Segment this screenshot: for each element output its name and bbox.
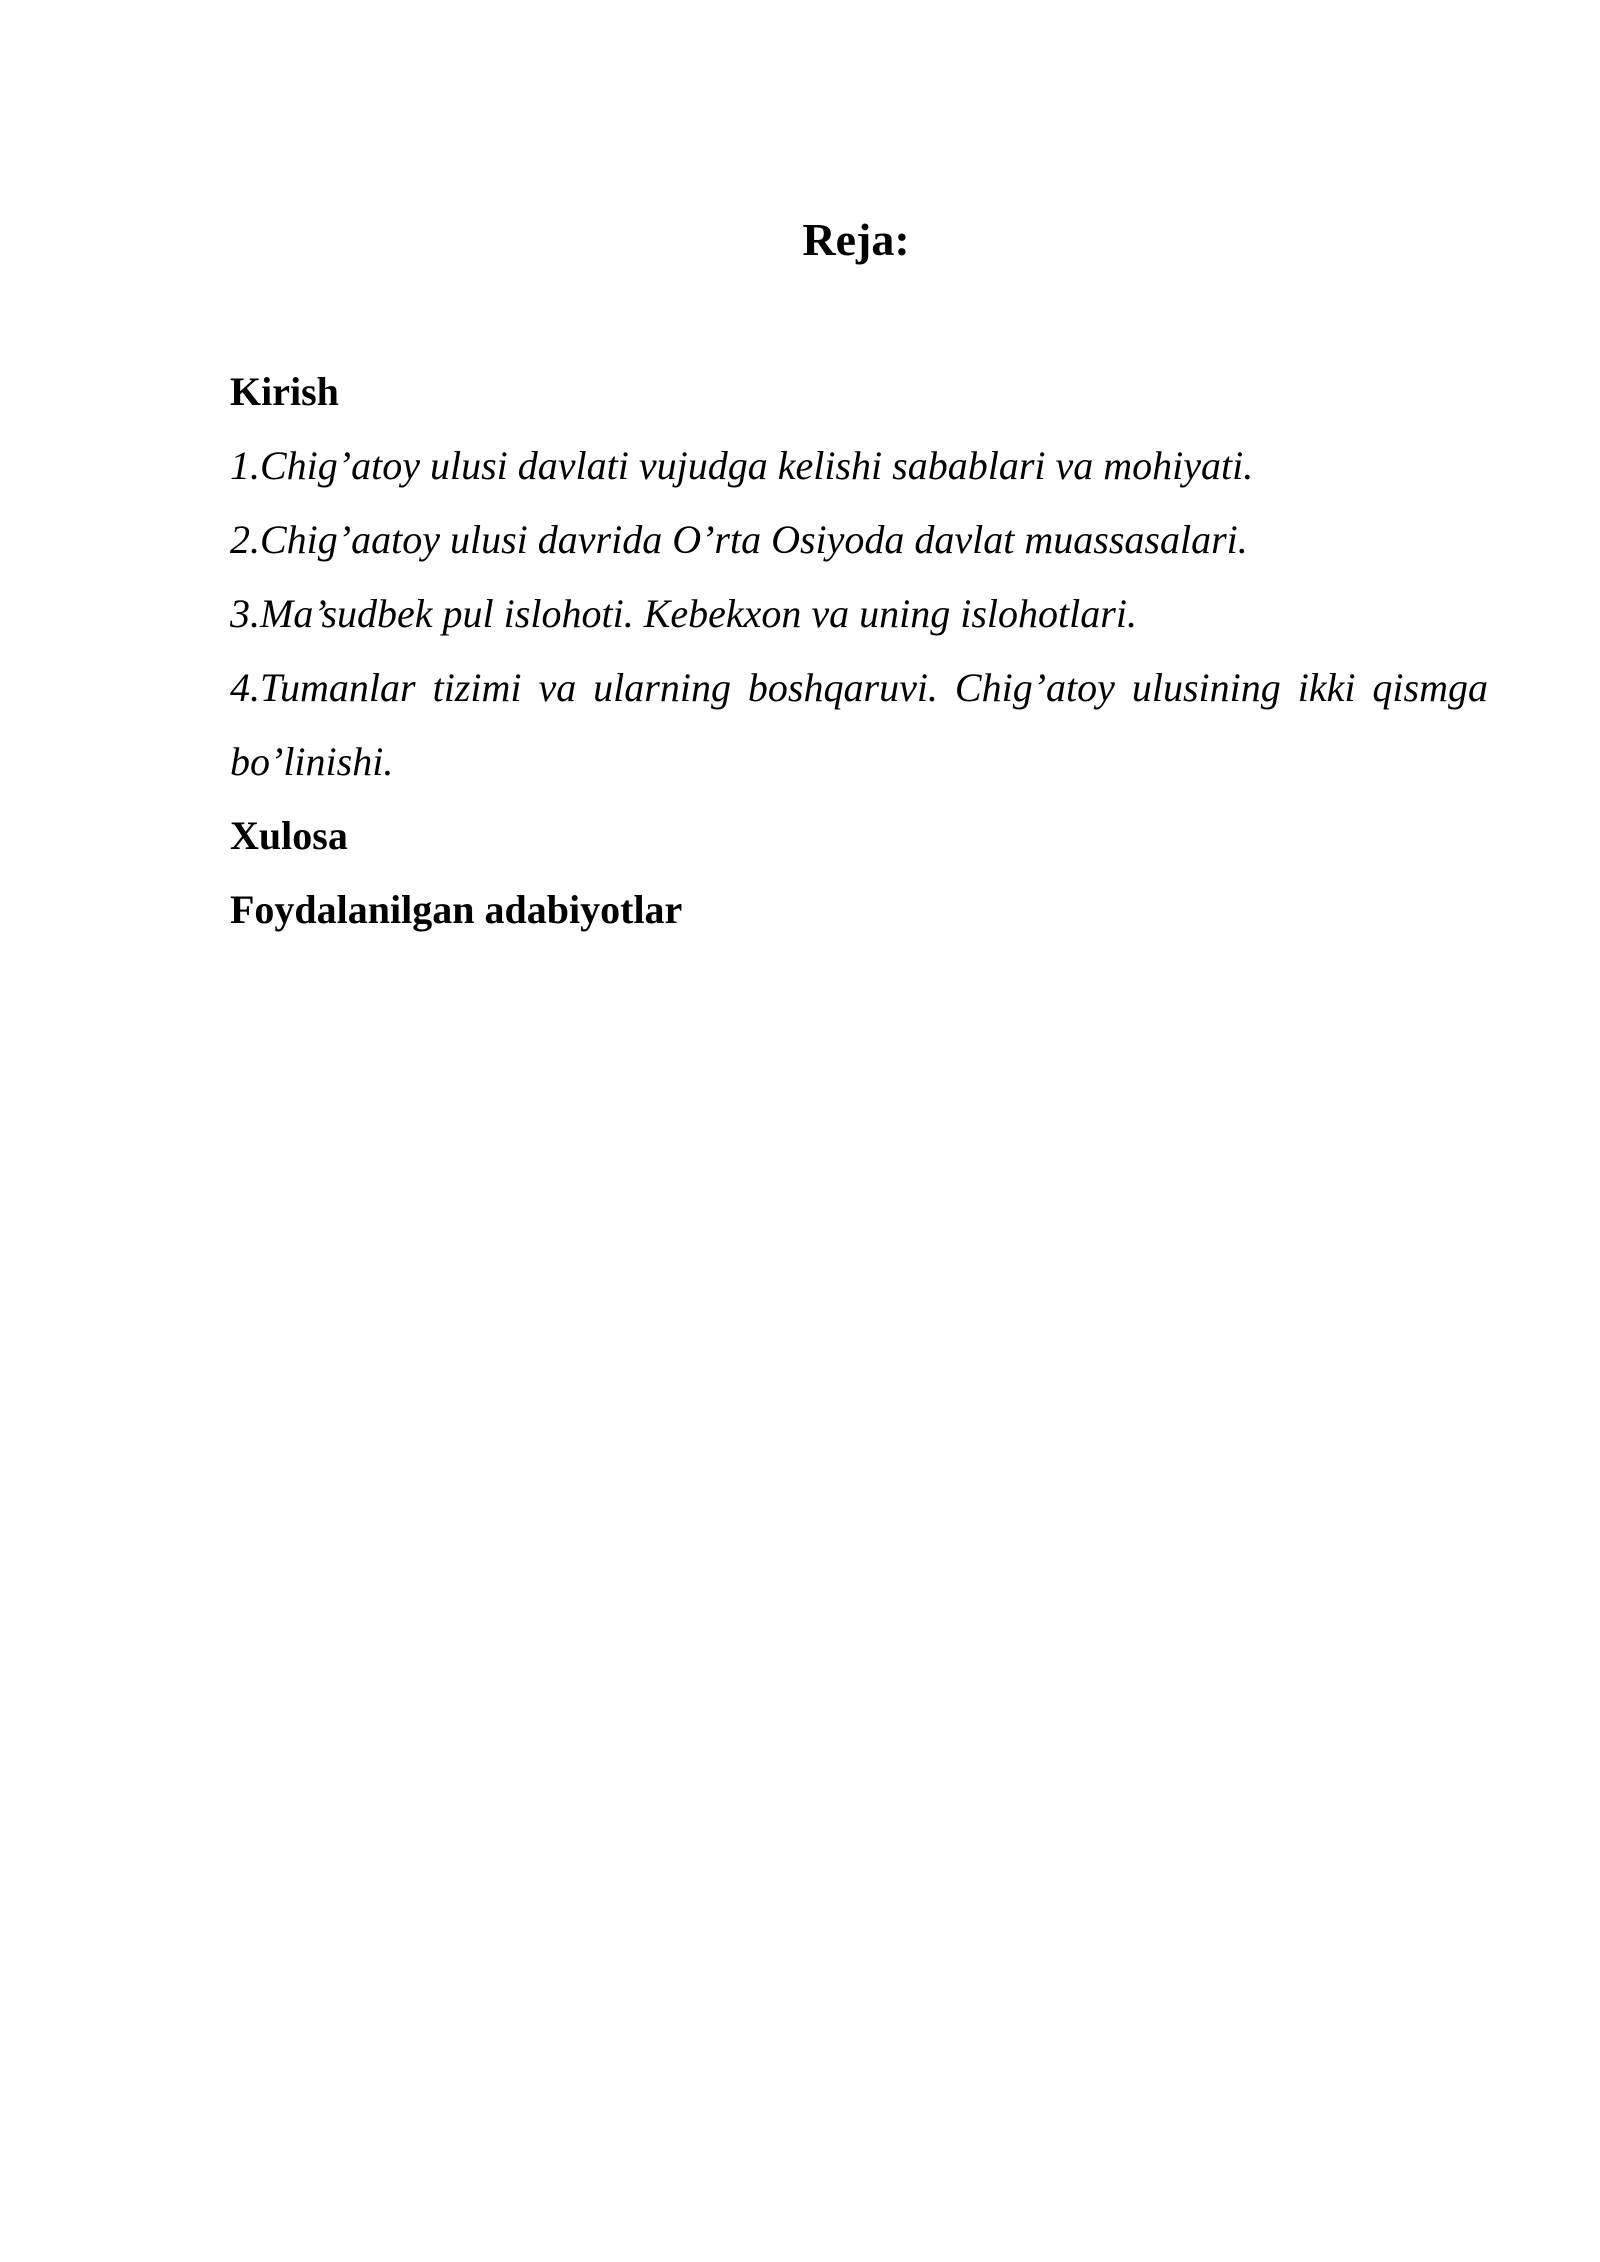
references-heading: Foydalanilgan adabiyotlar bbox=[230, 887, 683, 932]
page-title: Reja: bbox=[802, 214, 910, 265]
plan-item-2: 2.Chig’aatoy ulusi davrida O’rta Osiyoda davlat muassasalari. bbox=[230, 517, 1248, 562]
plan-item-1: 1.Chig’atoy ulusi davlati vujudga kelishi sabablari va mohiyati. bbox=[230, 443, 1254, 488]
plan-item-3: 3.Ma’sudbek pul islohoti. Kebekxon va uning islohotlari. bbox=[230, 591, 1137, 636]
conclusion-heading: Xulosa bbox=[230, 813, 348, 858]
plan-item-4: 4.Tumanlar tizimi va ularning boshqaruvi. Chig’atoy ulusining ikki qismga bo’linishi. bbox=[230, 665, 1488, 784]
intro-heading: Kirish bbox=[230, 369, 339, 414]
plan-list bbox=[230, 355, 1488, 947]
